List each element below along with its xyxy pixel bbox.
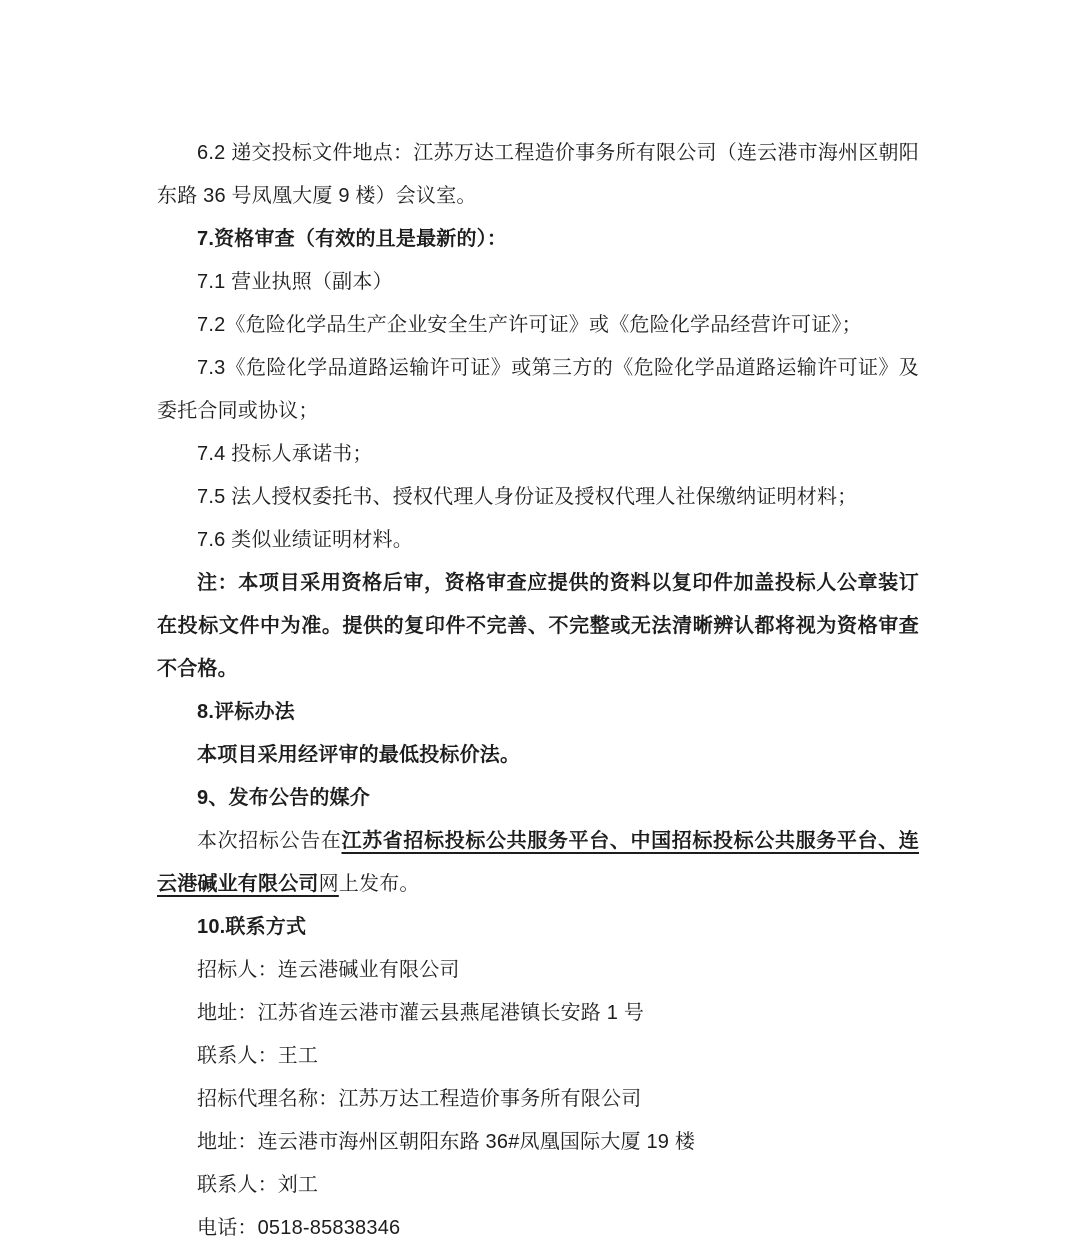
para-tenderee-contact — [157, 1035, 919, 1078]
text-segment: 招标代理名称：江苏万达工程造价事务所有限公司 — [197, 1088, 642, 1110]
item-7-6-performance-materials — [157, 519, 919, 562]
text-segment: 本项目采用经评审的最低投标价法。 — [197, 744, 521, 766]
text-segment: 上发布。 — [338, 873, 420, 895]
text-segment: 7.5 法人授权委托书、授权代理人身份证及授权代理人社保缴纳证明材料； — [197, 486, 858, 508]
text-segment: 8.评标办法 — [197, 701, 295, 723]
item-7-4-bidder-commitment — [157, 433, 919, 476]
text-segment: 6.2 递交投标文件地点：江苏万达工程造价事务所有限公司（连云港市海州区朝阳东路 36 号凤凰大厦 9 楼）会议室。 — [157, 142, 919, 207]
para-evaluation-method — [157, 734, 919, 777]
note-qualification-post-review — [157, 562, 919, 691]
text-segment: 7.2《危险化学品生产企业安全生产许可证》或《危险化学品经营许可证》； — [197, 314, 862, 336]
item-7-3-transport-license — [157, 347, 919, 433]
document-body — [157, 132, 919, 1250]
text-segment: 9、发布公告的媒介 — [197, 787, 370, 809]
para-agent-contact — [157, 1164, 919, 1207]
text-segment: 网 — [318, 873, 339, 895]
heading-10-contact-info — [157, 906, 919, 949]
text-segment: 7.资格审查（有效的且是最新的）： — [197, 228, 508, 250]
item-7-2-safety-license — [157, 304, 919, 347]
heading-9-announcement-media — [157, 777, 919, 820]
text-segment: 联系人：王工 — [197, 1045, 319, 1067]
para-agent-name — [157, 1078, 919, 1121]
text-segment: 招标人：连云港碱业有限公司 — [197, 959, 460, 981]
clause-6-2-submission-location — [157, 132, 919, 218]
text-segment: 7.1 营业执照（副本） — [197, 271, 393, 293]
text-segment: 电话：0518-85838346 — [197, 1217, 401, 1239]
text-segment: 注：本项目采用资格后审，资格审查应提供的资料以复印件加盖投标人公章装订在投标文件中为准。提供的复印件不完善、不完整或无法清晰辨认都将视为资格审查不合格。 — [157, 572, 919, 680]
text-segment: 联系人：刘工 — [197, 1174, 319, 1196]
text-segment: 10.联系方式 — [197, 916, 307, 938]
item-7-5-authorization-materials — [157, 476, 919, 519]
text-segment: 地址：江苏省连云港市灌云县燕尾港镇长安路 1 号 — [197, 1002, 645, 1024]
item-7-1-business-license — [157, 261, 919, 304]
para-agent-address — [157, 1121, 919, 1164]
text-segment: 江苏省招标投标公共服务平台、中国招标投标公共服务平台、连云港碱业有限公司 — [157, 830, 919, 895]
text-segment: 7.4 投标人承诺书； — [197, 443, 373, 465]
para-tenderee-name — [157, 949, 919, 992]
text-segment: 7.6 类似业绩证明材料。 — [197, 529, 413, 551]
para-tenderee-address — [157, 992, 919, 1035]
heading-8-evaluation-method — [157, 691, 919, 734]
text-segment: 7.3《危险化学品道路运输许可证》或第三方的《危险化学品道路运输许可证》及委托合同或协议； — [157, 357, 919, 422]
para-agent-phone — [157, 1207, 919, 1250]
text-segment: 地址：连云港市海州区朝阳东路 36#凤凰国际大厦 19 楼 — [197, 1131, 696, 1153]
heading-7-qualification-review — [157, 218, 919, 261]
text-segment: 本次招标公告在 — [197, 830, 342, 852]
para-announcement-platforms — [157, 820, 919, 906]
